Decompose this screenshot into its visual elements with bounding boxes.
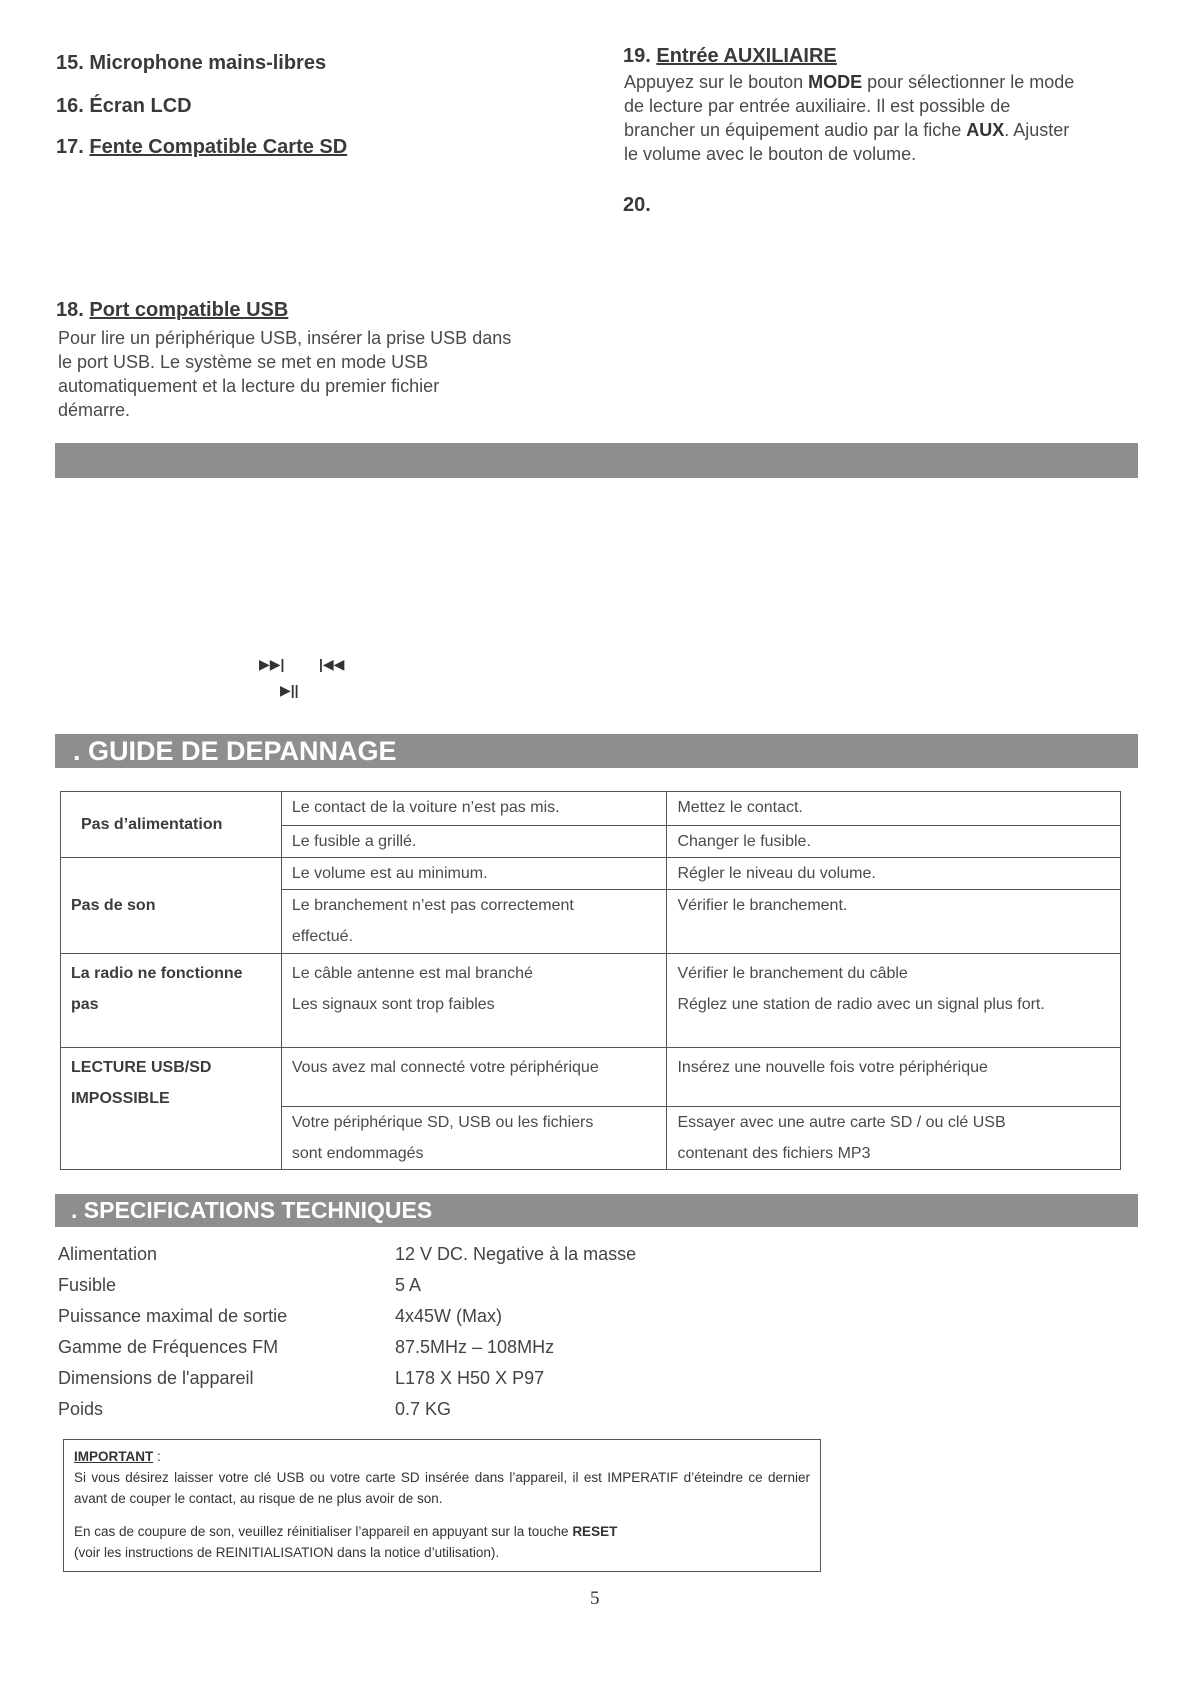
- item-18-text: [58, 326, 578, 422]
- problem-cell: [61, 954, 282, 1048]
- item-18-number: 18.: [56, 299, 84, 321]
- item-18-title: Port compatible USB: [89, 299, 289, 321]
- troubleshooting-section-bar: [55, 734, 1138, 768]
- cause-cell: [281, 890, 667, 954]
- cause-text: Le fusible a grillé.: [291, 833, 417, 850]
- cause-text: Les signaux sont trop faibles: [291, 996, 495, 1013]
- mode-keyword: MODE: [808, 72, 863, 92]
- problem-text: pas: [71, 996, 99, 1013]
- item-17-heading: [56, 136, 347, 159]
- item-18-line: le port USB. Le système se met en mode USB: [58, 352, 429, 372]
- important-colon: :: [153, 1449, 161, 1464]
- spec-label: Fusible: [58, 1275, 117, 1295]
- item-18-heading: [56, 299, 288, 322]
- cause-cell: [281, 1048, 667, 1107]
- item-15-heading: [56, 52, 326, 75]
- important-label-line: [74, 1446, 810, 1467]
- important-paragraph-2: [74, 1521, 810, 1542]
- spec-value: 87.5MHz – 108MHz: [395, 1337, 555, 1357]
- item-19-line-3: [624, 118, 1144, 142]
- fix-cell: [667, 1107, 1121, 1170]
- previous-track-icon: |◀◀: [319, 656, 345, 672]
- aux-keyword: AUX: [966, 120, 1005, 140]
- spacer: [74, 1509, 810, 1521]
- cause-cell: [281, 954, 667, 1048]
- fix-text: Régler le niveau du volume.: [677, 865, 876, 882]
- spec-label: Gamme de Fréquences FM: [58, 1337, 279, 1357]
- cause-text: Le volume est au minimum.: [291, 865, 488, 882]
- next-track-icon: ▶▶|: [259, 656, 285, 672]
- cause-text: effectué.: [291, 928, 353, 945]
- item-15-title: Microphone mains-libres: [89, 52, 327, 74]
- spec-label: Dimensions de l'appareil: [58, 1368, 254, 1388]
- spec-value: L178 X H50 X P97: [395, 1368, 545, 1388]
- cause-text: Le contact de la voiture n’est pas mis.: [291, 799, 560, 816]
- problem-cell: Pas d’alimentation: [61, 792, 282, 858]
- fix-text: Vérifier le branchement.: [677, 897, 848, 914]
- item-20-heading: [623, 194, 651, 217]
- spec-value: 4x45W (Max): [395, 1306, 503, 1326]
- table-row: [61, 954, 1121, 1048]
- item-19-line-1: [624, 70, 1144, 94]
- item-16-heading: [56, 95, 192, 118]
- play-pause-icon: ▶||: [280, 682, 299, 698]
- troubleshooting-table: [60, 791, 1121, 1170]
- fix-cell: [667, 858, 1121, 890]
- item-17-title: Fente Compatible Carte SD: [89, 136, 348, 158]
- cause-cell: [281, 826, 667, 858]
- item-19-number: 19.: [623, 45, 651, 67]
- item-19-title: Entrée AUXILIAIRE: [656, 45, 837, 67]
- important-paragraph-3: (voir les instructions de REINITIALISATION dans la notice d’utilisation).: [74, 1545, 500, 1560]
- item-19-line-1-a: Appuyez sur le bouton: [624, 72, 809, 92]
- item-16-number: 16.: [56, 95, 84, 117]
- item-17-number: 17.: [56, 136, 84, 158]
- troubleshooting-title: . GUIDE DE DEPANNAGE: [73, 736, 397, 766]
- item-18-line: démarre.: [58, 400, 131, 420]
- cause-text: Vous avez mal connecté votre périphérique: [291, 1059, 599, 1076]
- table-row: [61, 858, 1121, 890]
- problem-cell: [61, 1048, 282, 1170]
- spec-value: 12 V DC. Negative à la masse: [395, 1244, 637, 1264]
- section-bar-empty: [55, 443, 1138, 478]
- cause-cell: [281, 792, 667, 826]
- problem-cell: Pas de son: [61, 858, 282, 954]
- item-18-line: automatiquement et la lecture du premier fichier: [58, 376, 440, 396]
- fix-cell: [667, 1048, 1121, 1107]
- item-16-title: Écran LCD: [89, 95, 192, 117]
- fix-text: Essayer avec une autre carte SD / ou clé USB: [677, 1114, 1006, 1131]
- specs-section-bar: [55, 1194, 1138, 1227]
- fix-cell: [667, 792, 1121, 826]
- fix-cell: [667, 890, 1121, 954]
- important-paragraph-1: Si vous désirez laisser votre clé USB ou votre carte SD insérée dans l’appareil, il est IMPERATIF d’éteindre ce dernier avant de couper le contact, au risque de ne plus avoir de son.: [74, 1470, 810, 1506]
- spec-label: Poids: [58, 1399, 104, 1419]
- problem-text: LECTURE USB/SD: [71, 1059, 212, 1076]
- problem-text: La radio ne fonctionne: [71, 965, 243, 982]
- spec-label: Puissance maximal de sortie: [58, 1306, 288, 1326]
- important-label: IMPORTANT: [74, 1449, 154, 1464]
- item-19-line-3-c: . Ajuster: [1004, 120, 1070, 140]
- item-18-line: Pour lire un périphérique USB, insérer la prise USB dans: [58, 328, 512, 348]
- item-19-text: [624, 70, 1144, 166]
- important-notice-box: [63, 1439, 821, 1572]
- cause-text: Le câble antenne est mal branché: [291, 965, 533, 982]
- item-15-number: 15.: [56, 52, 84, 74]
- cause-text: Votre périphérique SD, USB ou les fichiers: [291, 1114, 594, 1131]
- cause-text: Le branchement n’est pas correctement: [291, 897, 574, 914]
- important-paragraph-2-text: En cas de coupure de son, veuillez réinitialiser l’appareil en appuyant sur la touche: [74, 1524, 573, 1539]
- reset-keyword: RESET: [572, 1524, 618, 1539]
- fix-cell: [667, 954, 1121, 1048]
- fix-cell: [667, 826, 1121, 858]
- fix-text: Changer le fusible.: [677, 833, 811, 850]
- fix-text: Insérez une nouvelle fois votre périphérique: [677, 1059, 988, 1076]
- specs-title: . SPECIFICATIONS TECHNIQUES: [71, 1197, 433, 1223]
- page-number: 5: [590, 1588, 600, 1609]
- problem-text: IMPOSSIBLE: [71, 1090, 170, 1107]
- spec-label: Alimentation: [58, 1244, 158, 1264]
- fix-text: Réglez une station de radio avec un signal plus fort.: [677, 996, 1045, 1013]
- fix-text: contenant des fichiers MP3: [677, 1145, 871, 1162]
- cause-cell: [281, 858, 667, 890]
- item-19-line-4: le volume avec le bouton de volume.: [624, 144, 917, 164]
- table-row: [61, 792, 1121, 826]
- fix-text: Mettez le contact.: [677, 799, 803, 816]
- spec-value: 5 A: [395, 1275, 422, 1295]
- cause-cell: [281, 1107, 667, 1170]
- item-19-line-1-c: pour sélectionner le mode: [862, 72, 1075, 92]
- fix-text: Vérifier le branchement du câble: [677, 965, 908, 982]
- cause-text: sont endommagés: [291, 1145, 424, 1162]
- item-20-number: 20.: [623, 194, 651, 216]
- item-19-line-3-a: brancher un équipement audio par la fiche: [624, 120, 967, 140]
- item-19-line-2: de lecture par entrée auxiliaire. Il est possible de: [624, 96, 1011, 116]
- spec-value: 0.7 KG: [395, 1399, 452, 1419]
- table-row: [61, 1048, 1121, 1107]
- item-19-heading: [623, 45, 837, 68]
